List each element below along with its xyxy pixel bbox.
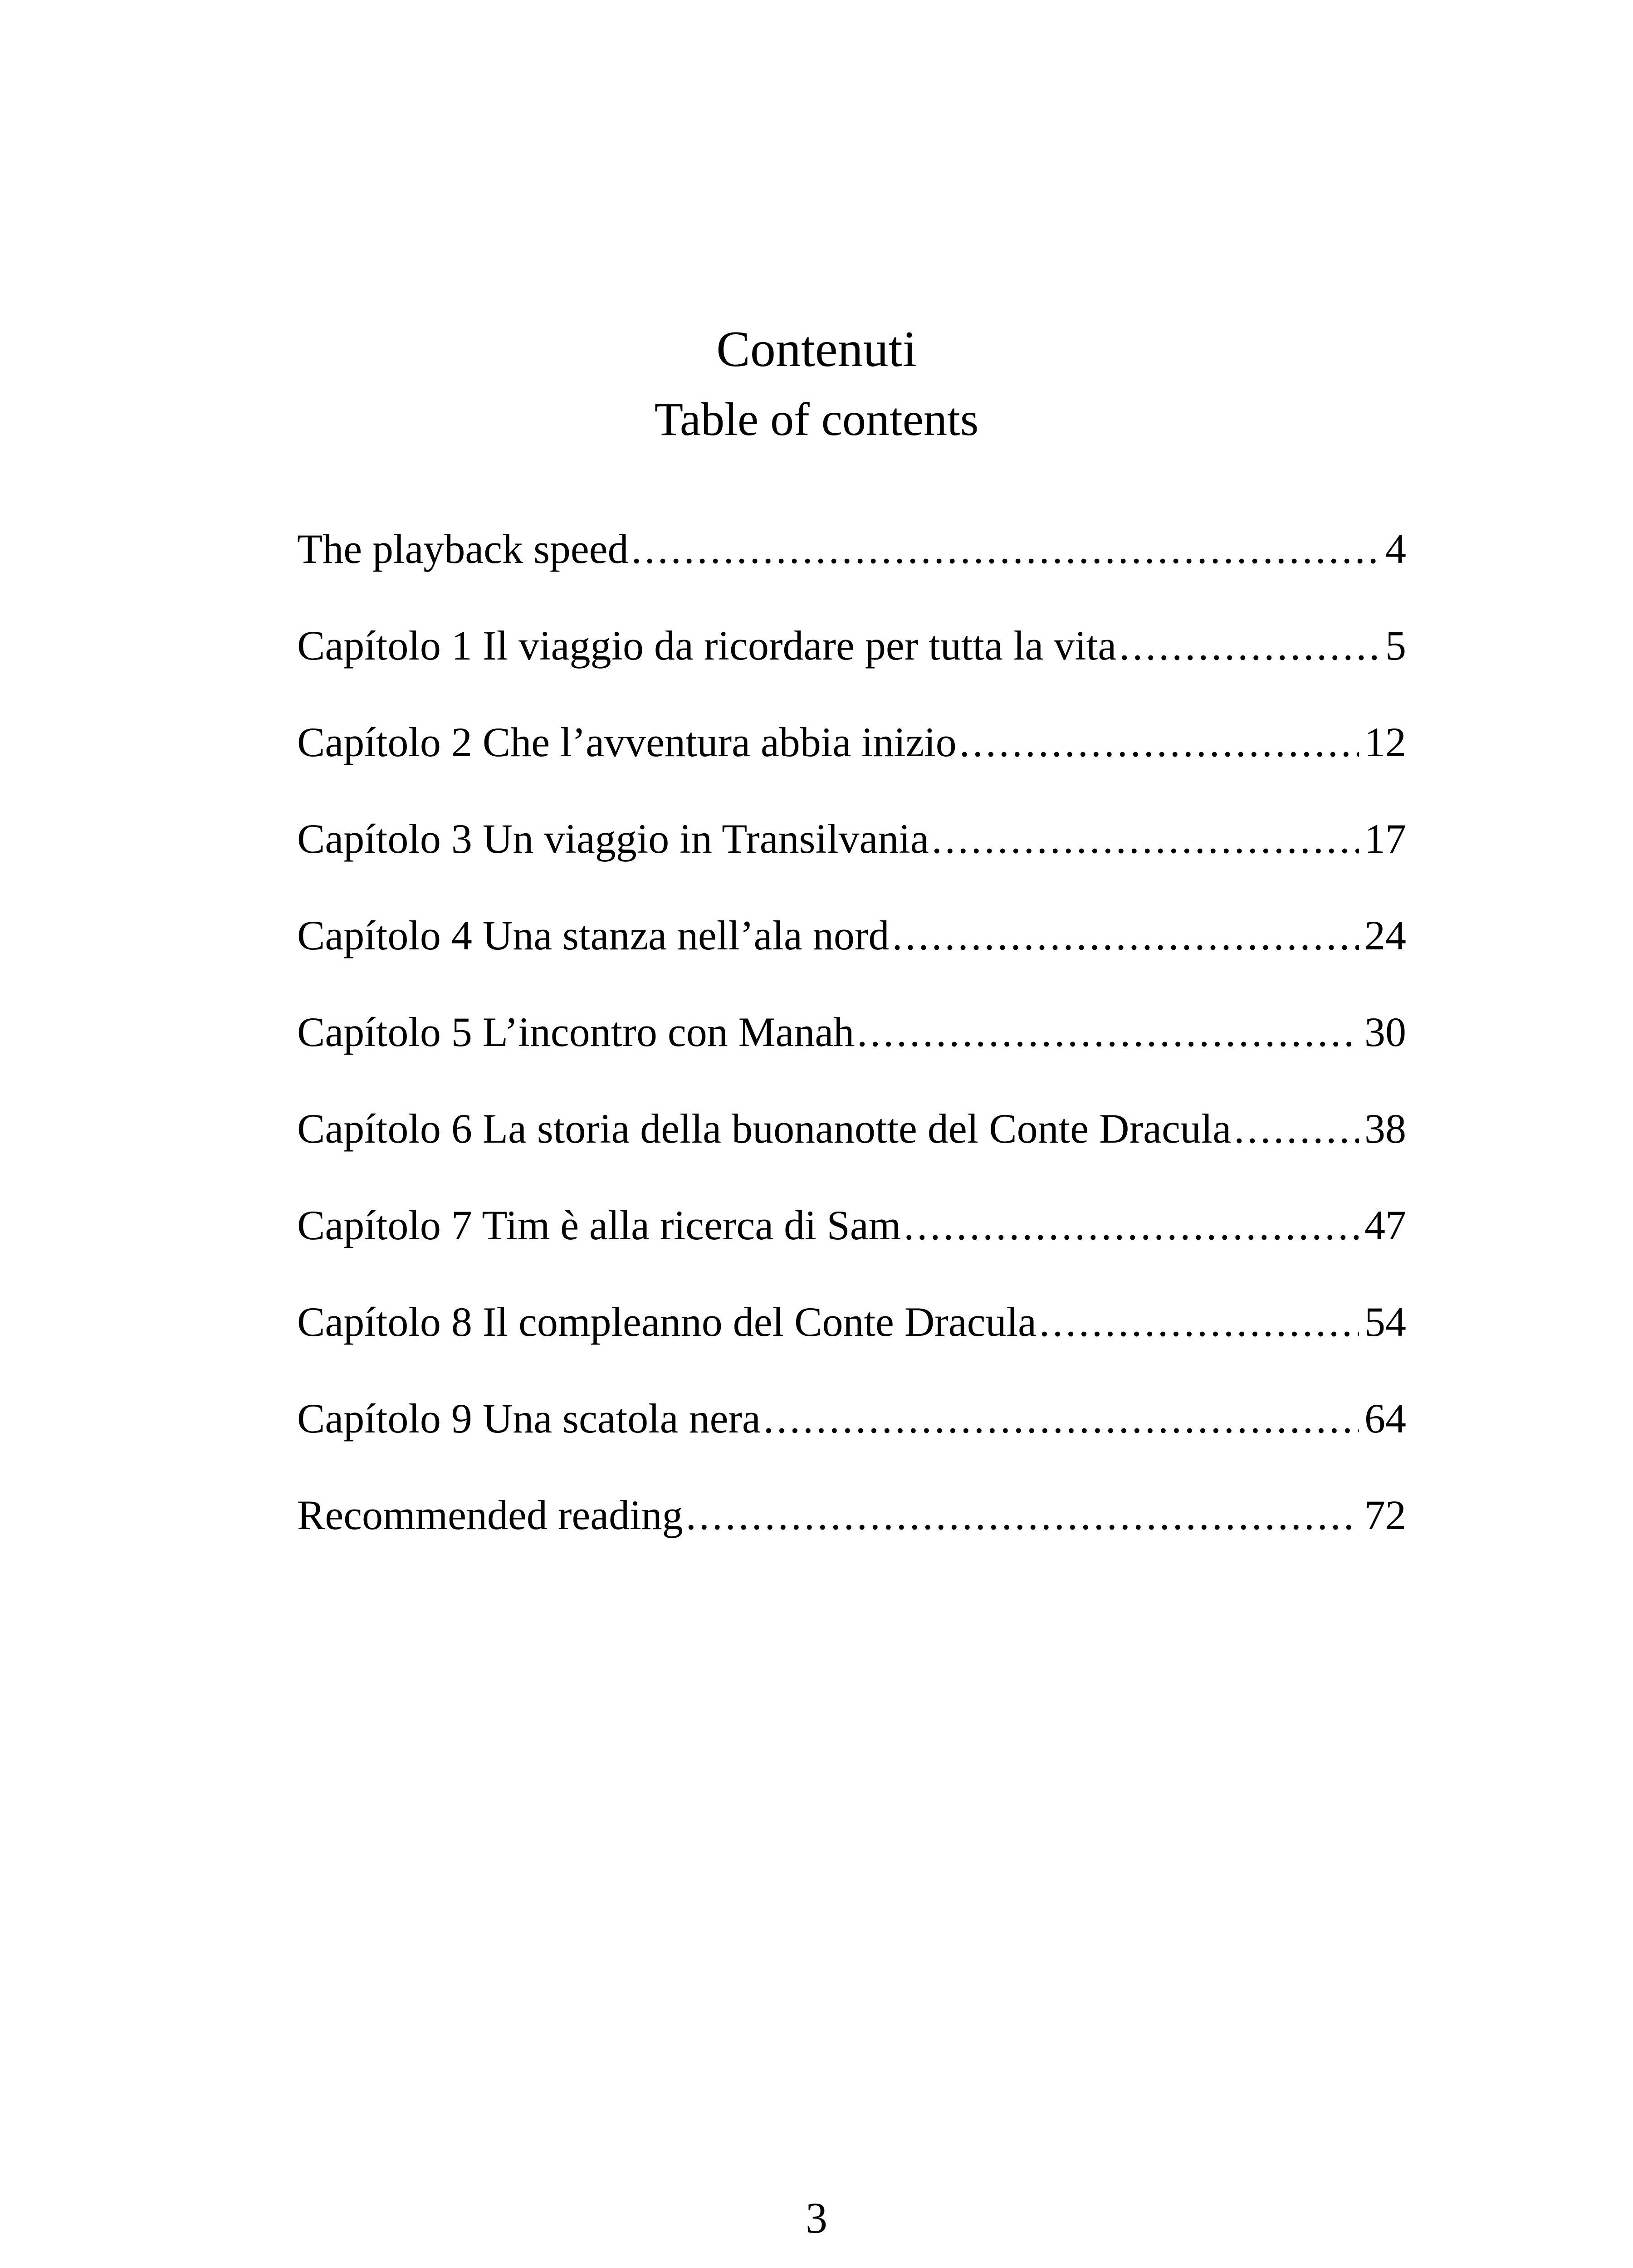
toc-leader-dots [932, 811, 1359, 866]
toc-entry-title: Capítolo 7 Tim è alla ricerca di Sam [297, 1202, 901, 1248]
toc-entry[interactable] [297, 1101, 1406, 1198]
toc-entry-page: 64 [1364, 1395, 1406, 1442]
toc-entry-title: Recommended reading [297, 1492, 683, 1538]
toc-entry-title: Capítolo 5 L’incontro con Manah [297, 1009, 855, 1055]
toc-entry[interactable] [297, 1488, 1406, 1584]
toc-leader-dots [686, 1488, 1359, 1542]
toc-entry-title: Capítolo 4 Una stanza nell’ala nord [297, 912, 890, 958]
toc-leader-dots [959, 715, 1359, 769]
toc-entry-page: 30 [1364, 1009, 1406, 1055]
toc-entry[interactable] [297, 1295, 1406, 1391]
toc-entry[interactable] [297, 811, 1406, 908]
toc-leader-dots [1039, 1295, 1359, 1349]
toc-entry-title: Capítolo 2 Che l’avventura abbia inizio [297, 719, 957, 765]
toc-entry-title: Capítolo 9 Una scatola nera [297, 1395, 761, 1442]
toc-leader-dots [1234, 1101, 1359, 1156]
toc-entry-page: 72 [1364, 1492, 1406, 1538]
toc-entry-page: 12 [1364, 719, 1406, 765]
page-title: Contenuti [716, 321, 917, 377]
toc-entry-page: 4 [1385, 526, 1406, 572]
toc-entry-title: Capítolo 3 Un viaggio in Transilvania [297, 816, 929, 862]
toc-entry[interactable] [297, 1198, 1406, 1295]
toc-entry-title: Capítolo 6 La storia della buonanotte del Conte Dracula [297, 1105, 1232, 1152]
table-of-contents [297, 522, 1406, 1584]
toc-entry-title: The playback speed [297, 526, 629, 572]
toc-entry-page: 47 [1364, 1202, 1406, 1248]
toc-leader-dots [763, 1391, 1359, 1446]
toc-entry[interactable] [297, 618, 1406, 715]
toc-leader-dots [1119, 618, 1380, 673]
toc-entry-page: 38 [1364, 1105, 1406, 1152]
toc-entry-page: 17 [1364, 816, 1406, 862]
toc-leader-dots [631, 522, 1380, 576]
toc-entry[interactable] [297, 908, 1406, 1005]
toc-entry-page: 5 [1385, 622, 1406, 669]
toc-entry[interactable] [297, 715, 1406, 811]
toc-entry[interactable] [297, 1005, 1406, 1101]
toc-entry[interactable] [297, 1391, 1406, 1488]
toc-entry[interactable] [297, 522, 1406, 618]
toc-leader-dots [892, 908, 1359, 963]
page-number: 3 [806, 2194, 827, 2242]
bat-icon [762, 2263, 944, 2268]
page-subtitle: Table of contents [654, 393, 979, 445]
toc-entry-page: 24 [1364, 912, 1406, 958]
toc-leader-dots [857, 1005, 1359, 1059]
toc-entry-title: Capítolo 1 Il viaggio da ricordare per tutta la vita [297, 622, 1117, 669]
toc-entry-page: 54 [1364, 1299, 1406, 1345]
toc-entry-title: Capítolo 8 Il compleanno del Conte Dracula [297, 1299, 1037, 1345]
toc-leader-dots [904, 1198, 1359, 1252]
